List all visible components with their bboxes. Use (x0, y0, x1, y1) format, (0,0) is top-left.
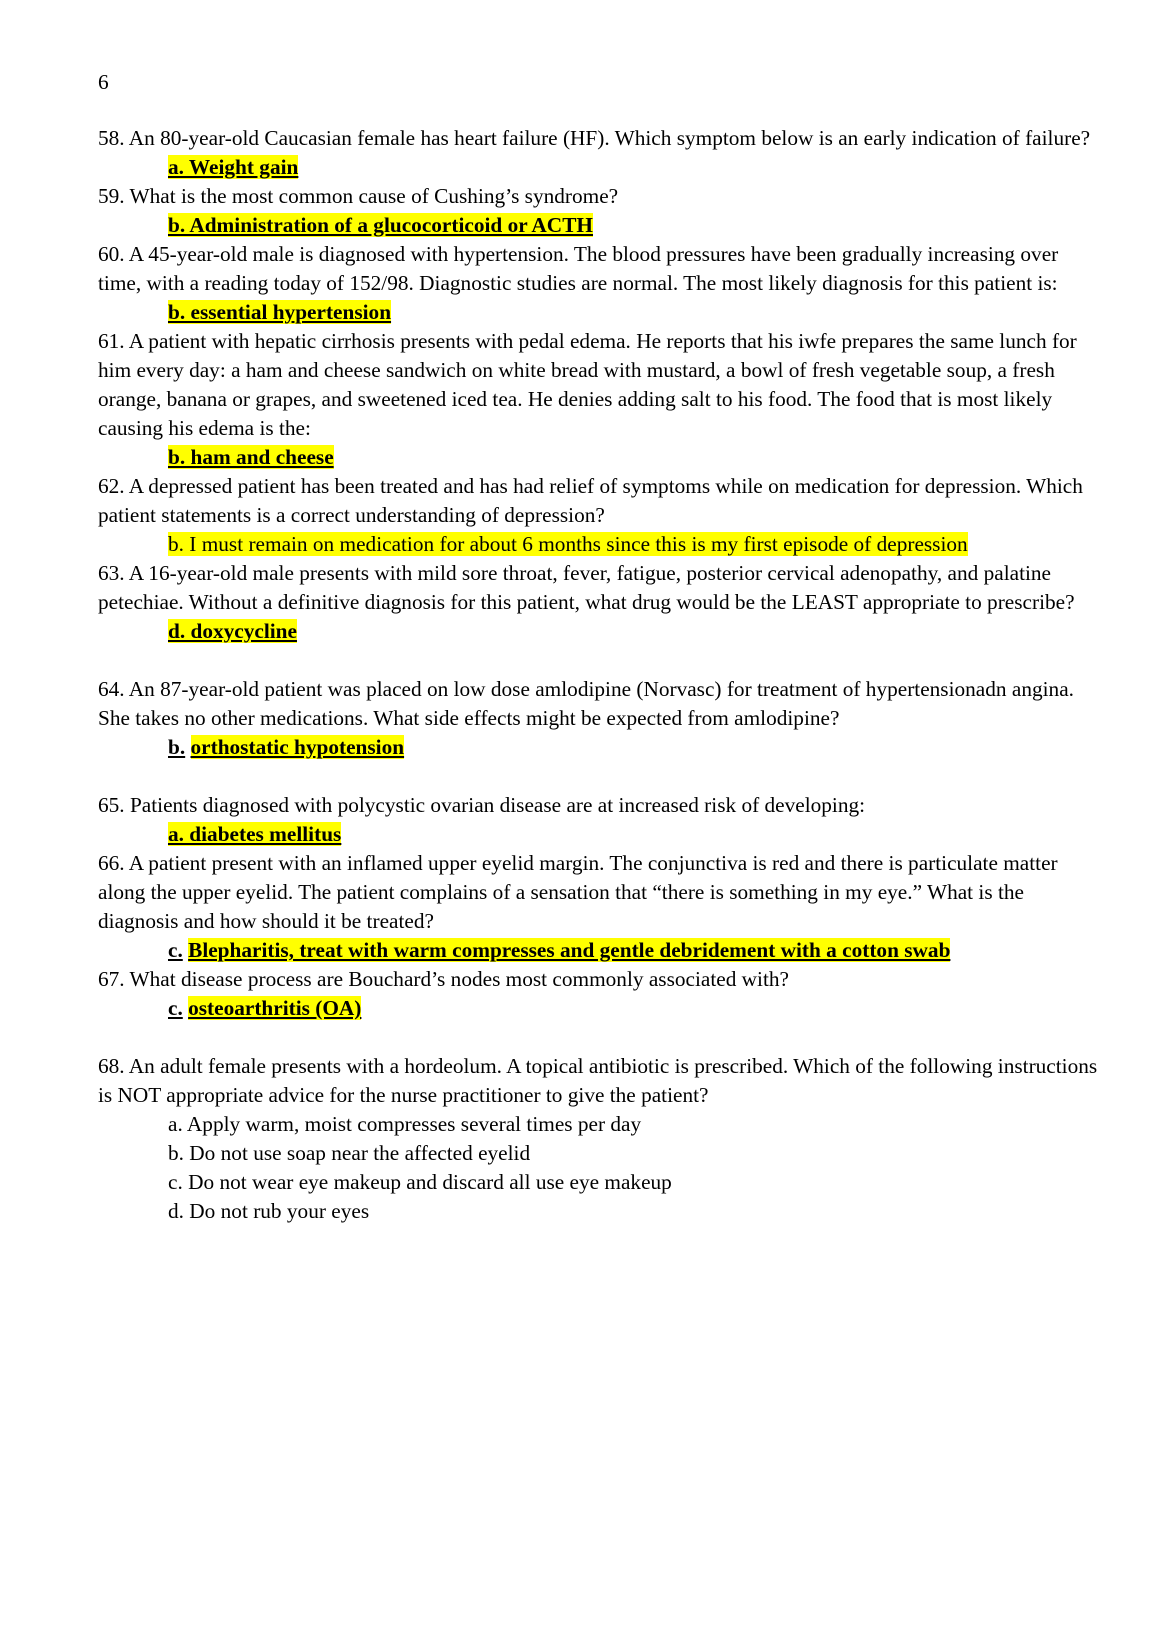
answer-62: b. I must remain on medication for about 6 months since this is my first episode of depression (168, 532, 968, 556)
question-61: 61. A patient with hepatic cirrhosis presents with pedal edema. He reports that his iwfe prepares the same lunch for him every day: a ham and cheese sandwich on white bread with mustard, a bowl of fresh vegetable soup, a fresh orange, banana or grapes, and sweetened iced tea. He denies adding salt to his food. The food that is most likely causing his edema is the: (98, 329, 1077, 440)
page-number: 6 (98, 70, 109, 94)
question-67: 67. What disease process are Bouchard’s nodes most commonly associated with? (98, 967, 789, 991)
answer-61: b. ham and cheese (168, 445, 334, 469)
answer-58: a. Weight gain (168, 155, 299, 179)
answer-66-letter: c. (168, 938, 183, 962)
answer-59: b. Administration of a glucocorticoid or ACTH (168, 213, 593, 237)
option-b: b. Do not use soap near the affected eyelid (168, 1141, 531, 1165)
answer-66: Blepharitis, treat with warm compresses and gentle debridement with a cotton swab (188, 938, 951, 962)
answer-67: osteoarthritis (OA) (188, 996, 362, 1020)
option-d: d. Do not rub your eyes (168, 1199, 370, 1223)
question-68: 68. An adult female presents with a hordeolum. A topical antibiotic is prescribed. Which of the following instructions is NOT appropriate advice for the nurse practitioner to give the patient? (98, 1054, 1098, 1107)
answer-64-letter: b. (168, 735, 186, 759)
question-list (98, 124, 1098, 1226)
answer-65: a. diabetes mellitus (168, 822, 342, 846)
answer-63: d. doxycycline (168, 619, 297, 643)
question-64: 64. An 87-year-old patient was placed on low dose amlodipine (Norvasc) for treatment of hypertensionadn angina. She takes no other medications. What side effects might be expected from amlodipine? (98, 677, 1074, 730)
question-60: 60. A 45-year-old male is diagnosed with hypertension. The blood pressures have been gradually increasing over time, with a reading today of 152/98. Diagnostic studies are normal. The most likely diagnosis for this patient is: (98, 242, 1059, 295)
question-59: 59. What is the most common cause of Cushing’s syndrome? (98, 184, 619, 208)
question-62: 62. A depressed patient has been treated and has had relief of symptoms while on medication for depression. Which patient statements is a correct understanding of depression? (98, 474, 1083, 527)
question-58: 58. An 80-year-old Caucasian female has heart failure (HF). Which symptom below is an early indication of failure? (98, 126, 1091, 150)
answer-64: orthostatic hypotension (190, 735, 405, 759)
spacer (98, 646, 1098, 675)
option-c: c. Do not wear eye makeup and discard all use eye makeup (168, 1170, 672, 1194)
answer-60: b. essential hypertension (168, 300, 392, 324)
option-a: a. Apply warm, moist compresses several times per day (168, 1112, 642, 1136)
question-63: 63. A 16-year-old male presents with mild sore throat, fever, fatigue, posterior cervical adenopathy, and palatine petechiae. Without a definitive diagnosis for this patient, what drug would be the LEAST appropriate to prescribe? (98, 561, 1075, 614)
spacer (98, 1023, 1098, 1052)
question-66: 66. A patient present with an inflamed upper eyelid margin. The conjunctiva is red and there is particulate matter along the upper eyelid. The patient complains of a sensation that “there is something in my eye.” What is the diagnosis and how should it be treated? (98, 851, 1058, 933)
question-65: 65. Patients diagnosed with polycystic ovarian disease are at increased risk of developing: (98, 793, 866, 817)
answer-67-letter: c. (168, 996, 183, 1020)
spacer (98, 762, 1098, 791)
